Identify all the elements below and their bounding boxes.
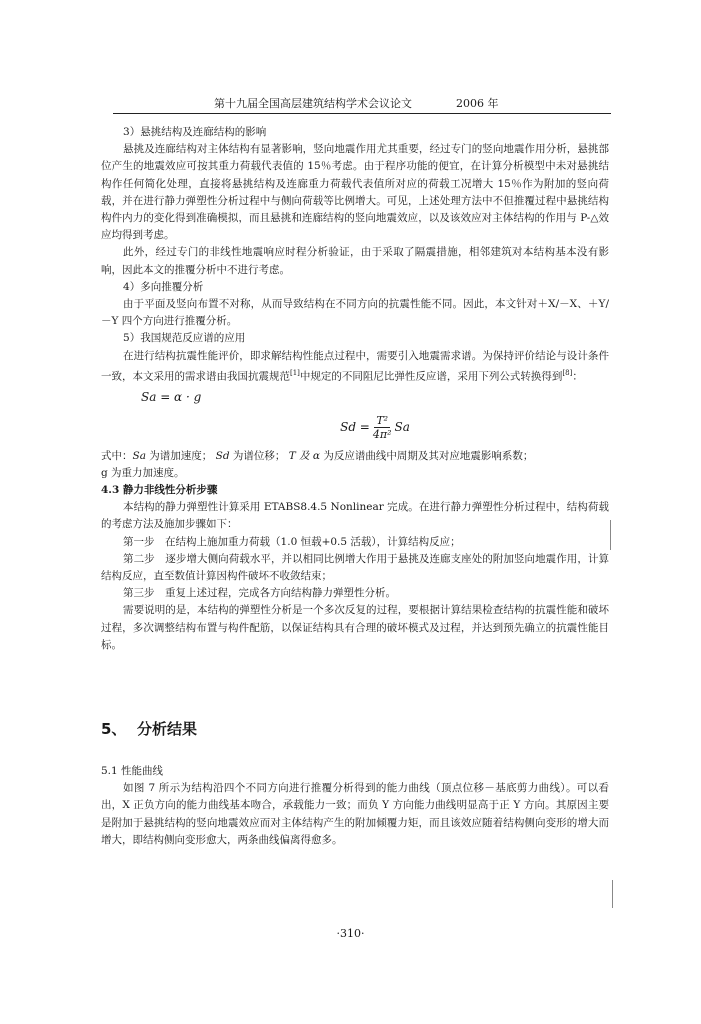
subsection-title-5-1: 5.1 性能曲线	[101, 765, 164, 777]
running-header	[214, 96, 514, 112]
results-text	[101, 763, 609, 849]
paragraph-capacity-curve: 如图 7 所示为结构沿四个不同方向进行推覆分析得到的能力曲线（顶点位移－基底剪力曲线）。可以看出，X 正负方向的能力曲线基本吻合，承载能力一致；而负 Y 方向能力曲线明显高于正 Y 方向。其原因主要是附加于悬挑结构的竖向地震效应而对主体结构产生的附加倾覆力矩，而且该效应随着结构侧向变形的增大而增大，即结构侧向变形愈大，两条曲线偏离得愈多。	[101, 782, 609, 846]
section-title: 分析结果	[137, 720, 198, 738]
subsection-title-3: 3）悬挑结构及连廊结构的影响	[123, 126, 267, 138]
formula-where: 式中：Sa 为谱加速度； Sd 为谱位移； T 及 α 为反应谱曲线中周期及其对应地震影响系数；	[101, 449, 534, 462]
section-heading-5	[101, 718, 197, 740]
paragraph-spectrum: 在进行结构抗震性能评价，即求解结构性能点过程中，需要引入地震需求谱。为保持评价结论与设计条件一致，本文采用的需求谱由我国抗震规范[1]中规定的不同阻尼比弹性反应谱，采用下列公式转换得到[8]：	[101, 349, 609, 383]
page-number: ·310·	[336, 927, 365, 940]
main-text	[101, 124, 609, 654]
subsection-title-5: 5）我国规范反应谱的应用	[123, 332, 246, 345]
formula-fraction: $\frac{\text{T²}}{\text{4π²}}$	[372, 414, 392, 442]
header-rule	[113, 113, 611, 114]
paragraph-cantilever: 悬挑及连廊结构对主体结构有显著影响，竖向地震作用尤其重要，经过专门的竖向地震作用分析，悬挑部位产生的地震效应可按其重力荷载代表值的 15％考虑。由于程序功能的便宜，在计算分析模型中未对悬挑结构作任何简化处理，直接将悬挑结构及连廊重力荷载代表值所对应的荷载工况增大 15％作为附加的竖向荷载，并在进行静力弹塑性分析过程中与侧向荷载等比例增大。可见，上述处理方法中不但推覆过程中悬挑结构构件内力的变化得到准确模拟，而且悬挑和连廊结构的竖向地震效应，以及该效应对主体结构的作用与 P-△效应均得到考虑。	[101, 143, 609, 242]
step-1: 第一步 在结构上施加重力荷载（1.0 恒载+0.5 活载），计算结构反应；	[123, 535, 461, 548]
scan-mark	[610, 520, 611, 550]
step-3: 第三步 重复上述过程，完成各方向结构静力弹塑性分析。	[123, 587, 397, 600]
header-title: 第十九届全国高层建筑结构学术会议论文	[214, 97, 412, 110]
header-year: 2006 年	[456, 97, 499, 110]
citation-8: [8]	[562, 368, 573, 377]
paragraph-pushover-method: 本结构的静力弹塑性计算采用 ETABS8.4.5 Nonlinear 完成。在进行静力弹塑性分析过程中，结构荷载的考虑方法及施加步骤如下：	[101, 501, 609, 531]
paragraph-adjacent: 此外，经过专门的非线性地震响应时程分析验证，由于采取了隔震措施，相邻建筑对本结构基本没有影响，因此本文的推覆分析中不进行考虑。	[101, 246, 609, 276]
scan-mark	[612, 880, 613, 908]
section-title-4-3: 4.3 静力非线性分析步骤	[101, 483, 218, 496]
formula-where-g: g 为重力加速度。	[101, 466, 185, 479]
paragraph-multidirection: 由于平面及竖向布置不对称，从而导致结构在不同方向的抗震性能不同。因此，本文针对＋X/－X、＋Y/－Y 四个方向进行推覆分析。	[101, 298, 609, 328]
formula-sd: Sd = $\frac{\text{T²}}{\text{4π²}}$ Sa	[340, 414, 410, 442]
subsection-title-4: 4）多向推覆分析	[123, 280, 204, 293]
formula-sa: Sa = α · g	[141, 389, 202, 404]
citation-1: [1]	[290, 368, 300, 377]
paragraph-note: 需要说明的是，本结构的弹塑性分析是一个多次反复的过程，要根据计算结果检查结构的抗震性能和破坏过程，多次调整结构布置与构件配筋，以保证结构具有合理的破坏模式及过程，并达到预先确立的抗震性能目标。	[101, 604, 609, 651]
section-number: 5、	[101, 720, 127, 738]
step-2: 第二步 逐步增大侧向荷载水平，并以相同比例增大作用于悬挑及连廊支座处的附加竖向地震作用，计算结构反应，直至数值计算因构件破坏不收敛结束；	[101, 552, 609, 582]
